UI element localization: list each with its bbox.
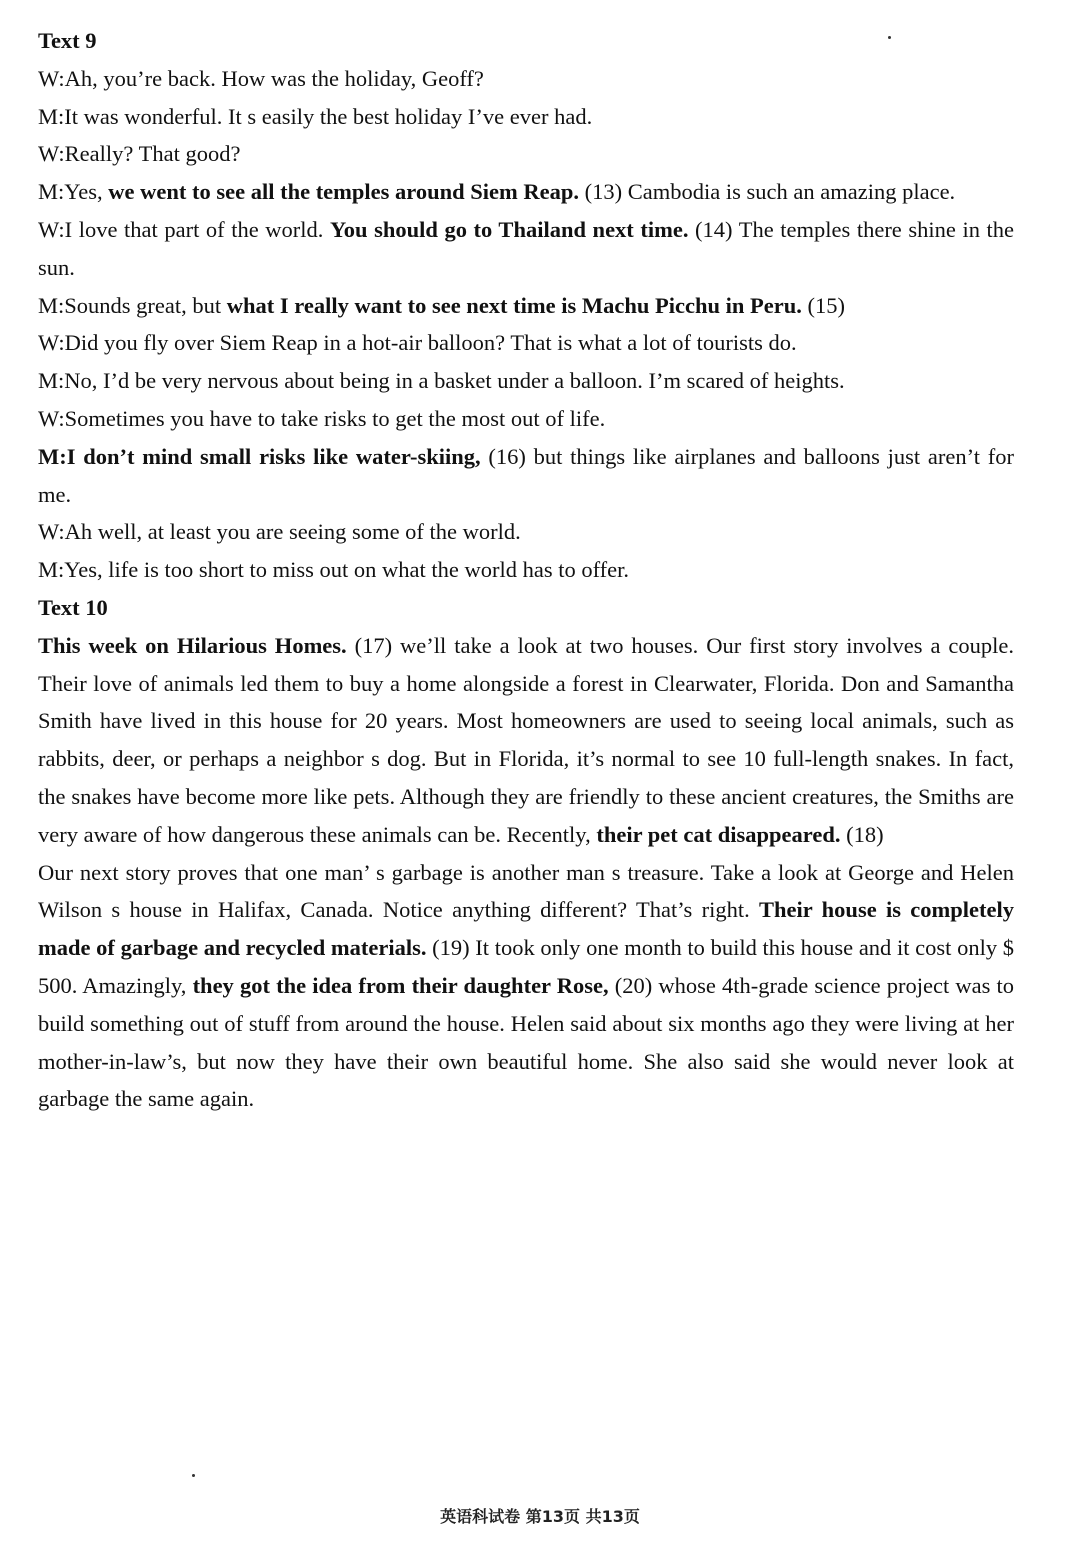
scan-speck <box>192 1474 195 1477</box>
answer-highlight: they got the idea from their daughter Rose, <box>192 972 609 998</box>
dialogue-line <box>38 551 1014 589</box>
text-run: Our next story proves that one man’ s garbage is another man s treasure. Take a look at George and Helen Wilson s house in Halifax, Canada. Notice anything different? That’s right. <box>38 859 1014 923</box>
text-run: W:Ah well, at least you are seeing some of the world. <box>38 519 521 545</box>
text-run: (20) whose 4th-grade science project was to build something out of stuff from around the house. Helen said about six months ago they were living at her mother-in-law’s, but now they have their own beautiful home. She also said she would never look at garbage the same again. <box>38 972 1014 1112</box>
passage-paragraph <box>38 854 1014 1119</box>
scan-speck <box>888 36 891 39</box>
page-footer: 英语科试卷 第13页 共13页 <box>440 1507 640 1526</box>
text10-title: Text 10 <box>38 594 108 620</box>
dialogue-line <box>38 400 1014 438</box>
text-run: (17) we’ll take a look at two houses. Our first story involves a couple. Their love of animals led them to buy a home alongside a forest in Clearwater, Florida. Don and Samantha Smith have lived in this house for 20 years. Most homeowners are used to seeing local animals, such as rabbits, deer, or perhaps a neighbor s dog. But in Florida, it’s normal to see 10 full-length snakes. In fact, the snakes have become more like pets. Although they are friendly to these ancient creatures, the Smiths are very aware of how dangerous these animals can be. Recently, <box>38 632 1015 847</box>
dialogue-line <box>38 438 1014 514</box>
text-run: (16) but things like airplanes and balloons just aren’t for me. <box>38 443 1014 507</box>
dialogue-line <box>38 287 1014 325</box>
passage-paragraph <box>38 627 1014 854</box>
text-run: (18) <box>840 821 884 847</box>
dialogue-line <box>38 211 1014 287</box>
dialogue-line <box>38 513 1014 551</box>
text9-dialogue <box>38 60 1014 589</box>
text-run: (15) <box>801 292 846 318</box>
text-run: M:Sounds great, but <box>38 292 227 318</box>
text-run: W:Did you fly over Siem Reap in a hot-air balloon? That is what a lot of tourists do. <box>38 330 797 356</box>
text-run: W:Sometimes you have to take risks to get the most out of life. <box>38 405 606 431</box>
text-run: M:It was wonderful. It s easily the best holiday I’ve ever had. <box>38 103 593 129</box>
answer-highlight: what I really want to see next time is Machu Picchu in Peru. <box>226 292 802 318</box>
answer-highlight: You should go to Thailand next time. <box>329 216 689 242</box>
text10-passage <box>38 627 1014 1118</box>
text-run: W:I love that part of the world. <box>38 216 330 242</box>
dialogue-line <box>38 362 1014 400</box>
dialogue-line <box>38 98 1014 136</box>
text-run: M:No, I’d be very nervous about being in a basket under a balloon. I’m scared of heights. <box>38 368 845 394</box>
text-run: W:Really? That good? <box>38 141 241 167</box>
text-run: (14) The temples there shine in the sun. <box>38 216 1015 280</box>
answer-highlight: Their house is completely made of garbage and recycled materials. <box>38 897 1015 961</box>
answer-highlight: M:I don’t mind small risks like water-skiing, <box>38 443 481 469</box>
answer-highlight: their pet cat disappeared. <box>596 821 841 847</box>
text-run: (13) Cambodia is such an amazing place. <box>579 179 956 205</box>
answer-highlight: This week on Hilarious Homes. <box>38 632 347 658</box>
text-run: (19) It took only one month to build this house and it cost only $ 500. Amazingly, <box>38 935 1014 998</box>
text-run: M:Yes, life is too short to miss out on what the world has to offer. <box>38 557 630 583</box>
text9-title: Text 9 <box>38 28 97 53</box>
dialogue-line <box>38 60 1014 98</box>
dialogue-line <box>38 173 1014 211</box>
dialogue-line <box>38 324 1014 362</box>
dialogue-line <box>38 135 1014 173</box>
answer-highlight: we went to see all the temples around Siem Reap. <box>108 179 580 205</box>
text-run: M:Yes, <box>38 179 109 205</box>
document-page <box>38 22 1014 1118</box>
text-run: W:Ah, you’re back. How was the holiday, Geoff? <box>38 65 484 91</box>
